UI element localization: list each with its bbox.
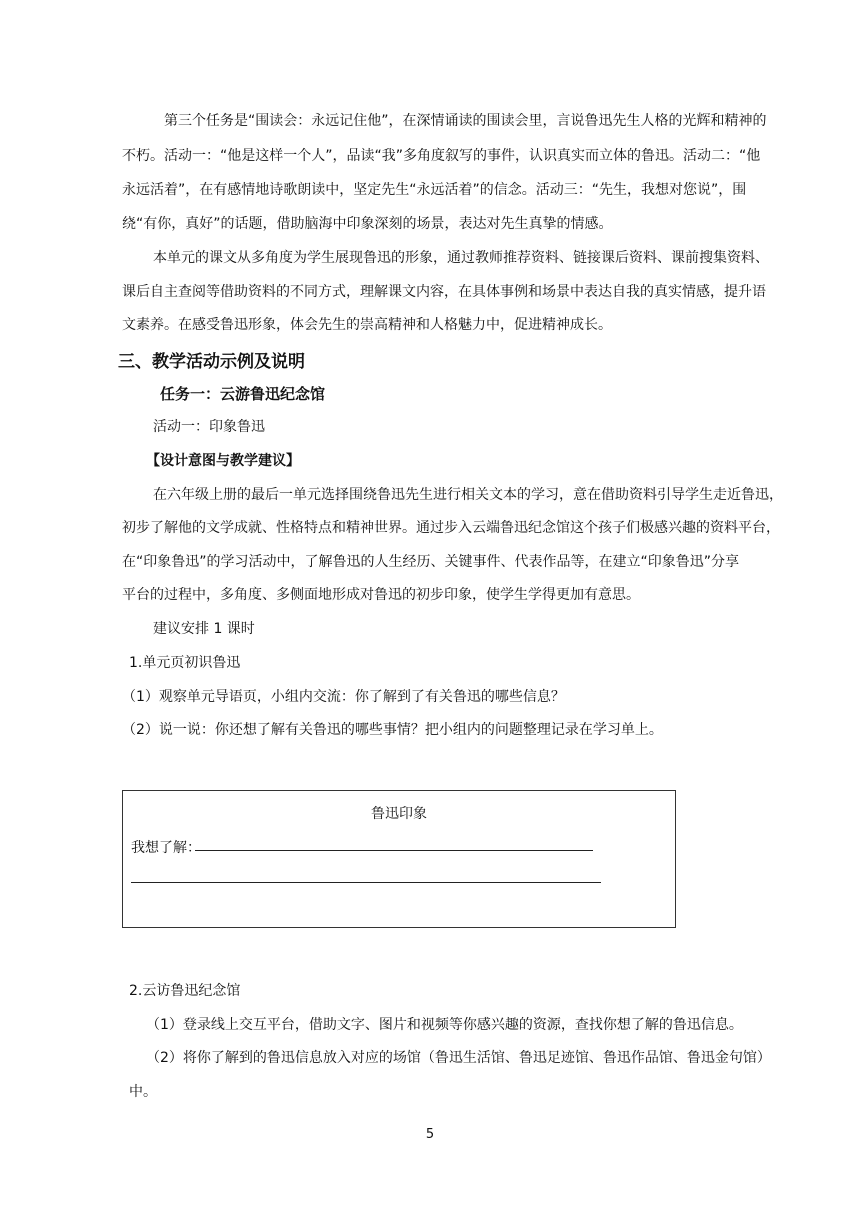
schedule-note: 建议安排 1 课时 [153, 621, 255, 637]
text-line: 课后自主查阅等借助资料的不同方式，理解课文内容，在具体事例和场景中表达自我的真实情感，提升语 [122, 284, 766, 300]
section-heading: 三、教学活动示例及说明 [118, 352, 305, 372]
worksheet-label: 我想了解： [131, 840, 201, 856]
writing-line[interactable] [131, 882, 601, 883]
text-line: 文素养。在感受鲁迅形象，体会先生的崇高精神和人格魅力中，促进精神成长。 [122, 317, 612, 333]
step-two-item: （2）将你了解到的鲁迅信息放入对应的场馆（鲁迅生活馆、鲁迅足迹馆、鲁迅作品馆、鲁迅金句馆） [146, 1050, 771, 1066]
writing-line[interactable] [195, 850, 593, 851]
text-line: 永远活着”，在有感情地诗歌朗读中，坚定先生“永远活着”的信念。活动三：“先生，我想对您说”，围 [122, 182, 747, 198]
step-two-item: （1）登录线上交互平台，借助文字、图片和视频等你感兴趣的资源，查找你想了解的鲁迅信息。 [146, 1017, 743, 1033]
text-line: 本单元的课文从多角度为学生展现鲁迅的形象，通过教师推荐资料、链接课后资料、课前搜集资料、 [153, 250, 769, 266]
text-line: 在六年级上册的最后一单元选择围绕鲁迅先生进行相关文本的学习，意在借助资料引导学生走近鲁迅， [153, 487, 783, 503]
text-line: 第三个任务是“围读会：永远记住他”，在深情诵读的围读会里，言说鲁迅先生人格的光辉和精神的 [164, 113, 767, 129]
page-number: 5 [425, 1127, 435, 1142]
worksheet-box [122, 790, 676, 928]
step-one-title: 1.单元页初识鲁迅 [129, 655, 241, 671]
text-line: 绕“有你，真好”的话题，借助脑海中印象深刻的场景，表达对先生真挚的情感。 [122, 216, 613, 232]
step-two-item: 中。 [129, 1084, 157, 1100]
step-one-item: （2）说一说：你还想了解有关鲁迅的哪些事情？把小组内的问题整理记录在学习单上。 [122, 722, 663, 738]
text-line: 在“印象鲁迅”的学习活动中，了解鲁迅的人生经历、关键事件、代表作品等，在建立“印象鲁迅”分享 [122, 554, 740, 570]
step-two-title: 2.云访鲁迅纪念馆 [129, 983, 241, 999]
text-line: 初步了解他的文学成就、性格特点和精神世界。通过步入云端鲁迅纪念馆这个孩子们极感兴趣的资料平台， [122, 520, 780, 536]
design-intent-label: 【设计意图与教学建议】 [146, 453, 300, 469]
worksheet-title: 鲁迅印象 [371, 806, 427, 822]
text-line: 不朽。活动一：“他是这样一个人”，品读“我”多角度叙写的事件，认识真实而立体的鲁迅。活动二：“他 [122, 148, 761, 164]
text-line: 平台的过程中，多角度、多侧面地形成对鲁迅的初步印象，使学生学得更加有意思。 [122, 587, 640, 603]
activity-label: 活动一：印象鲁迅 [153, 419, 265, 435]
step-one-item: （1）观察单元导语页，小组内交流：你了解到了有关鲁迅的哪些信息？ [122, 689, 565, 705]
task-heading: 任务一：云游鲁迅纪念馆 [160, 385, 326, 403]
